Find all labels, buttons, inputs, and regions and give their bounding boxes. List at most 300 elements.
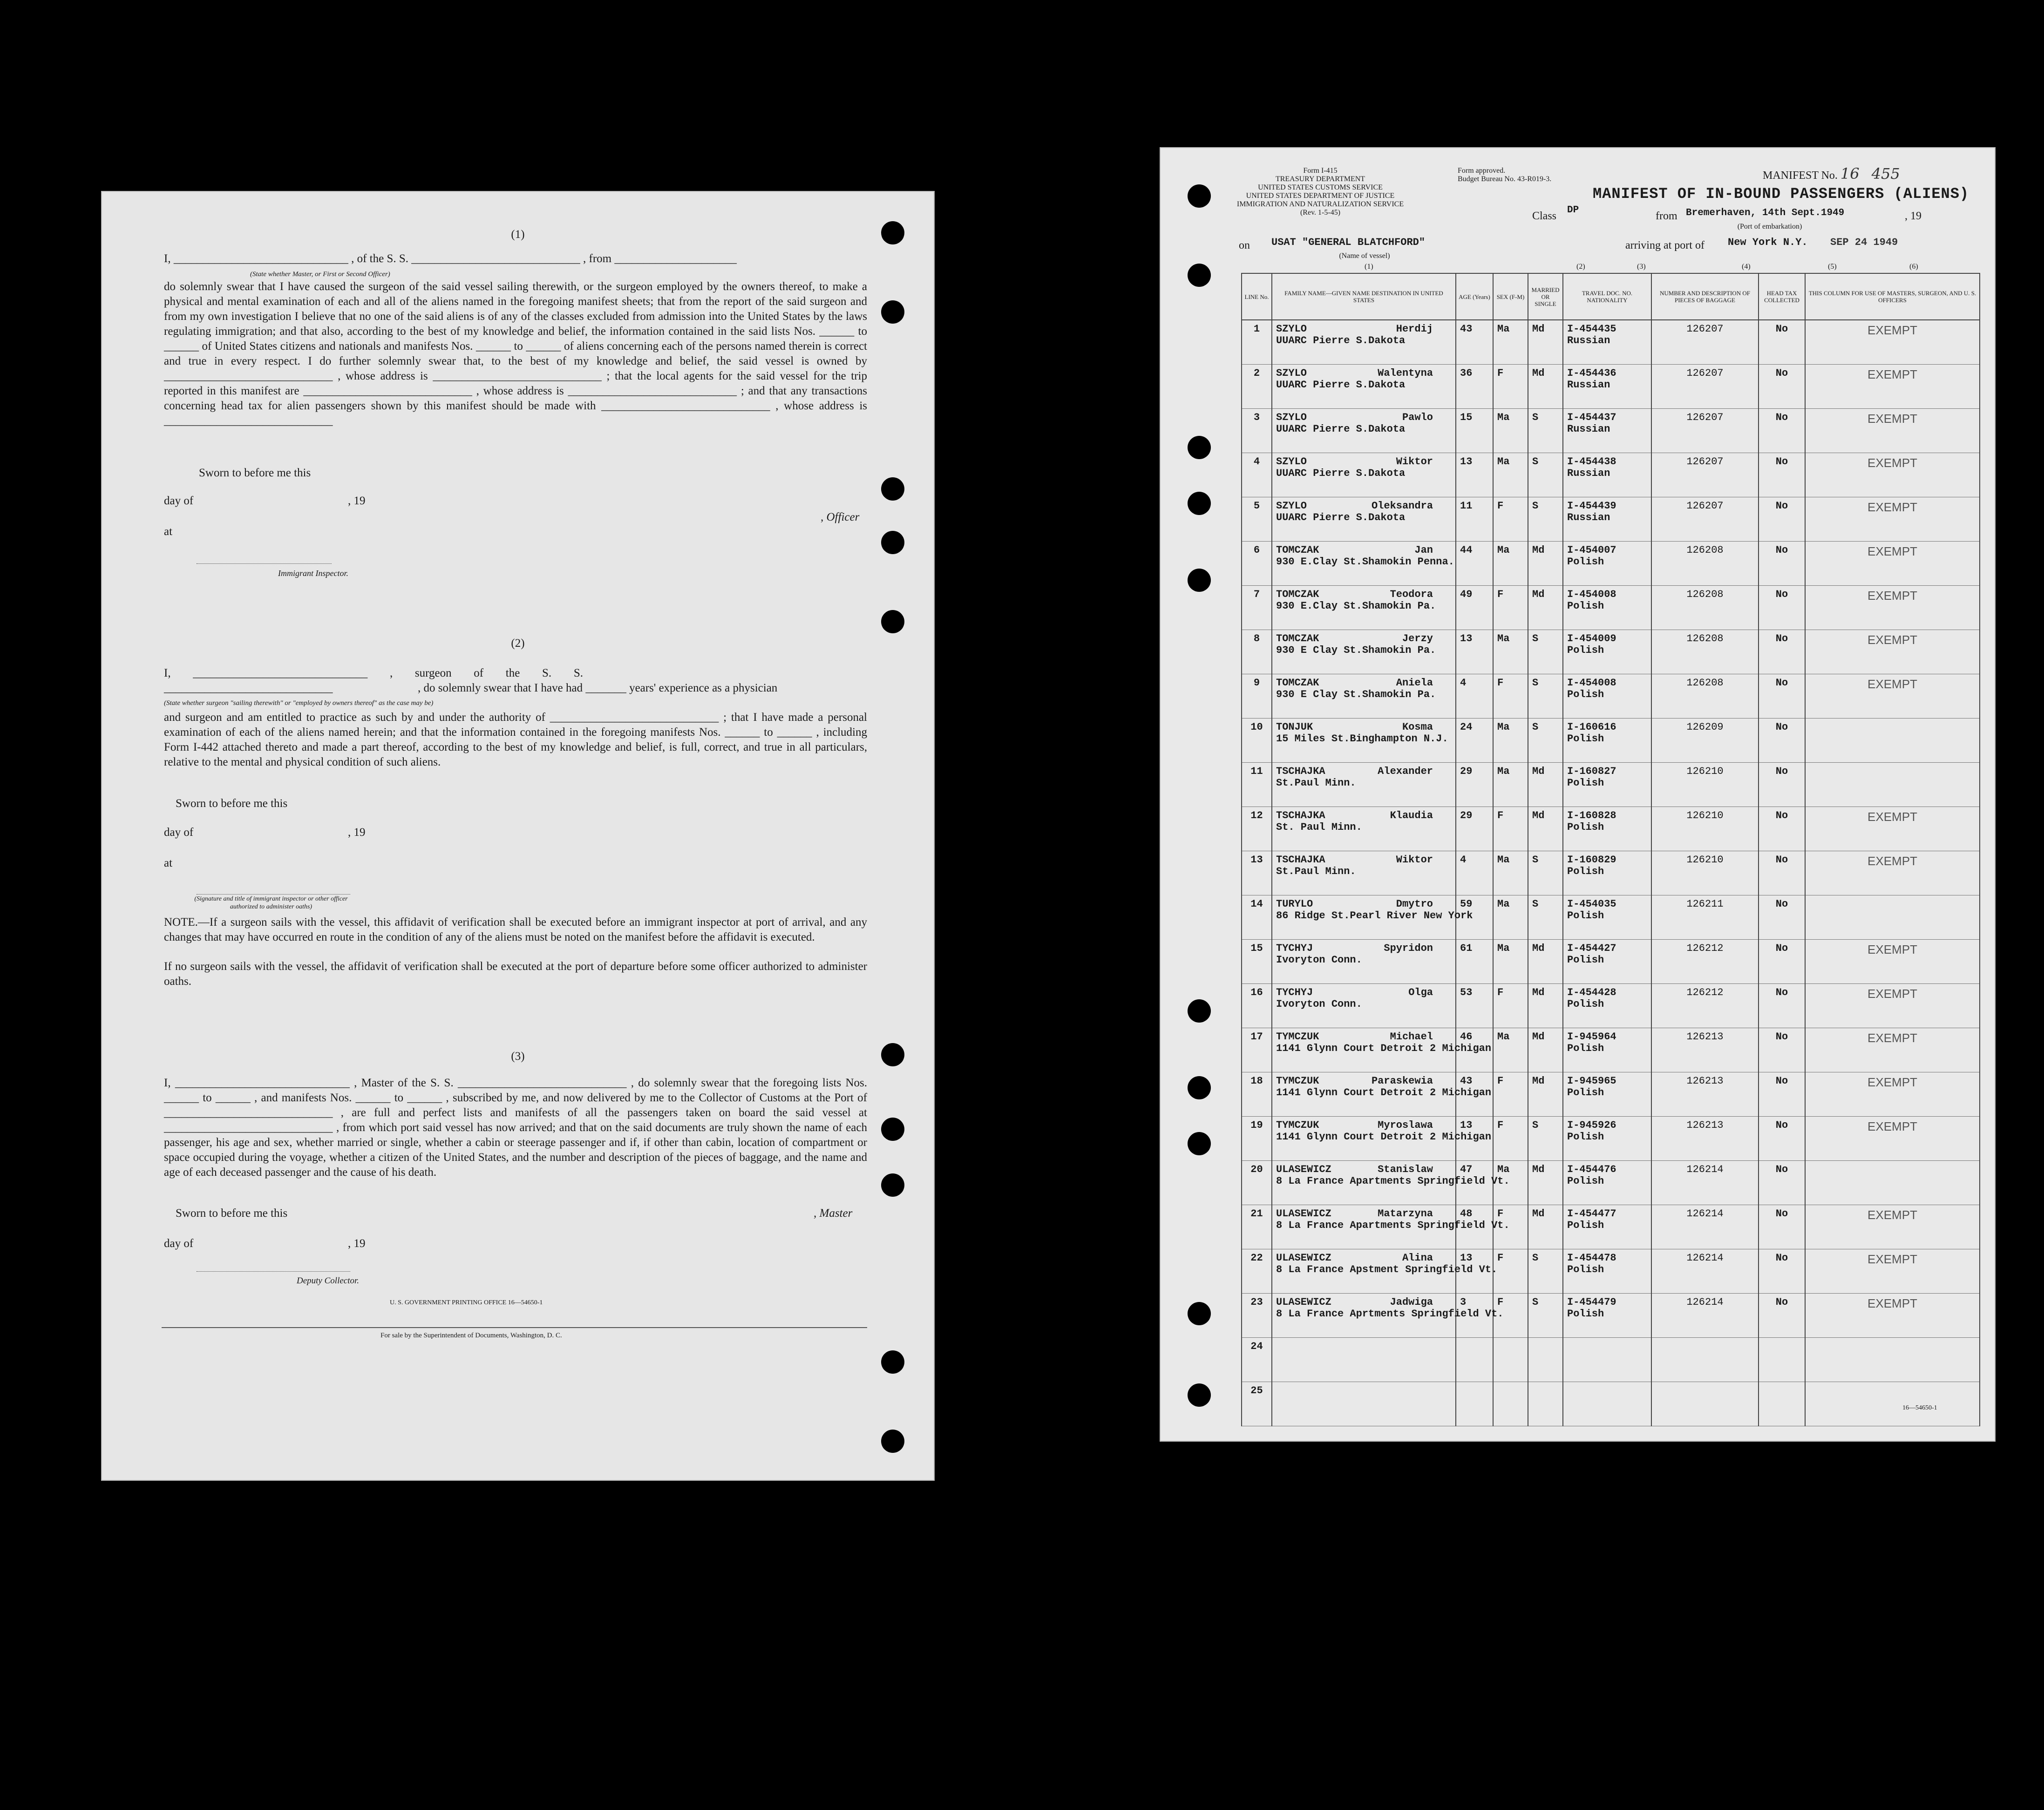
baggage-number: 126212 <box>1651 984 1759 1028</box>
marital-status: S <box>1528 1117 1563 1161</box>
age: 36 <box>1456 365 1493 409</box>
head-tax: No <box>1759 320 1805 365</box>
arriving-label: arriving at port of <box>1625 239 1704 251</box>
family-name: TYCHYJ <box>1276 987 1313 998</box>
baggage-number: 126214 <box>1651 1205 1759 1249</box>
manifest-no-handwritten: 455 <box>1871 165 1900 183</box>
line-number: 14 <box>1242 895 1272 940</box>
nationality: Polish <box>1567 1087 1604 1098</box>
travel-doc-cell <box>1563 630 1651 674</box>
age: 29 <box>1456 763 1493 807</box>
travel-doc-cell <box>1563 542 1651 586</box>
exempt-stamp: EXEMPT <box>1867 810 1917 824</box>
officer-notation <box>1805 1072 1980 1117</box>
head-tax: No <box>1759 940 1805 984</box>
travel-doc-cell <box>1563 1338 1651 1382</box>
officer-notation <box>1805 984 1980 1028</box>
footer-rule <box>162 1327 867 1328</box>
nationality: Polish <box>1567 1264 1604 1275</box>
family-name: TSCHAJKA <box>1276 766 1325 777</box>
baggage-number: 126212 <box>1651 940 1759 984</box>
family-name: TOMCZAK <box>1276 633 1319 644</box>
column-header-head-tax: HEAD TAX COLLECTED <box>1759 273 1805 320</box>
baggage-number: 126213 <box>1651 1028 1759 1072</box>
sex: Ma <box>1493 895 1528 940</box>
travel-doc-cell <box>1563 984 1651 1028</box>
passenger-name-cell <box>1272 851 1456 895</box>
baggage-number: 126210 <box>1651 807 1759 851</box>
passenger-name-cell <box>1272 763 1456 807</box>
destination: UUARC Pierre S.Dakota <box>1276 335 1406 346</box>
travel-doc-cell <box>1563 1382 1651 1426</box>
exempt-stamp: EXEMPT <box>1867 367 1917 381</box>
form-code: 16—54650-1 <box>1902 1404 1937 1411</box>
table-row <box>1242 895 1980 940</box>
table-row <box>1242 807 1980 851</box>
passenger-name-cell <box>1272 940 1456 984</box>
department: UNITED STATES DEPARTMENT OF JUSTICE <box>1246 192 1395 200</box>
destination: St. Paul Minn. <box>1276 821 1362 833</box>
line-number: 19 <box>1242 1117 1272 1161</box>
head-tax: No <box>1759 542 1805 586</box>
binder-hole <box>1188 264 1211 287</box>
officer-notation <box>1805 1161 1980 1205</box>
sex: Ma <box>1493 542 1528 586</box>
form-block <box>1234 167 1406 217</box>
baggage-number: 126214 <box>1651 1294 1759 1338</box>
manifest-page <box>1160 147 1996 1442</box>
sex: Ma <box>1493 940 1528 984</box>
manifest-number <box>1763 165 1900 183</box>
given-name: Alina <box>1402 1252 1433 1264</box>
column-number: (6) <box>1909 263 1918 271</box>
destination: 930 E.Clay St.Shamokin Pa. <box>1276 600 1436 612</box>
exempt-stamp: EXEMPT <box>1867 1208 1917 1222</box>
travel-doc-number: I-454428 <box>1567 987 1616 998</box>
binder-hole <box>881 1350 904 1374</box>
revision: (Rev. 1-5-45) <box>1300 209 1341 217</box>
baggage-number <box>1651 1338 1759 1382</box>
officer-notation <box>1805 453 1980 497</box>
family-name: TYMCZUK <box>1276 1031 1319 1043</box>
sex: Ma <box>1493 763 1528 807</box>
line-number: 24 <box>1242 1338 1272 1382</box>
binder-hole <box>881 1430 904 1453</box>
nationality: Russian <box>1567 335 1610 346</box>
officer-notation <box>1805 1249 1980 1294</box>
officer-notation <box>1805 851 1980 895</box>
line-number: 23 <box>1242 1294 1272 1338</box>
baggage-number: 126214 <box>1651 1161 1759 1205</box>
table-row <box>1242 1028 1980 1072</box>
nationality: Polish <box>1567 644 1604 656</box>
age: 24 <box>1456 719 1493 763</box>
nationality: Polish <box>1567 954 1604 966</box>
travel-doc-number: I-945965 <box>1567 1075 1616 1087</box>
binder-hole <box>1188 1302 1211 1325</box>
table-row <box>1242 1072 1980 1117</box>
sex: F <box>1493 365 1528 409</box>
table-row <box>1242 1249 1980 1294</box>
table-row <box>1242 984 1980 1028</box>
head-tax: No <box>1759 1028 1805 1072</box>
line-number: 17 <box>1242 1028 1272 1072</box>
head-tax: No <box>1759 365 1805 409</box>
officer-notation <box>1805 1294 1980 1338</box>
master-certificate-body: I, ______________________________ , Master of the S. S. _____________________________ , do solemnly swear that the foregoing lists Nos. ______ to ______ , and manifests Nos. ______ to ______ , subscribed by me, and now delivered by me to the Collector of Customs at the Port of _____________________________ , are full and perfect lists and manifests of all the passengers taken on board the said vessel at _____________________________ , from which port said vessel has now arrived; and that on the said documents are truly shown the name of each passenger, his age and sex, whether married or single, whether a cabin or steerage passenger and if, if other than cabin, location of compartment or space occupied during the voyage, whether a citizen of the United States, and the number and description of the pieces of baggage, and the name and age of each deceased passenger and the cause of his death. <box>164 1077 867 1179</box>
on-label: on <box>1239 239 1250 251</box>
age: 61 <box>1456 940 1493 984</box>
nationality: Polish <box>1567 689 1604 700</box>
travel-doc-cell <box>1563 763 1651 807</box>
travel-doc-number: I-454008 <box>1567 589 1616 600</box>
travel-doc-cell <box>1563 674 1651 719</box>
head-tax: No <box>1759 1161 1805 1205</box>
year-label: , 19 <box>1905 210 1922 222</box>
sex: F <box>1493 497 1528 542</box>
exempt-stamp: EXEMPT <box>1867 1296 1917 1310</box>
family-name: SZYLO <box>1276 412 1307 423</box>
head-tax: No <box>1759 1072 1805 1117</box>
table-row <box>1242 409 1980 453</box>
nationality: Polish <box>1567 1308 1604 1320</box>
marital-status: S <box>1528 630 1563 674</box>
baggage-number: 126207 <box>1651 409 1759 453</box>
destination: Ivoryton Conn. <box>1276 998 1362 1010</box>
line-number: 5 <box>1242 497 1272 542</box>
age: 43 <box>1456 1072 1493 1117</box>
destination: 930 E Clay St.Shamokin Pa. <box>1276 689 1436 700</box>
marital-status: S <box>1528 895 1563 940</box>
family-name: ULASEWICZ <box>1276 1164 1331 1175</box>
family-name: SZYLO <box>1276 456 1307 468</box>
given-name: Teodora <box>1390 589 1433 600</box>
sex: Ma <box>1493 409 1528 453</box>
field-note: (State whether surgeon "sailing therewith" or "employed by owners thereof" as the case may be) <box>164 699 434 707</box>
passenger-name-cell <box>1272 365 1456 409</box>
surgeon-oath-line-2: , do solemnly swear that I have had _______ years' experience as a physician <box>418 682 778 694</box>
age: 53 <box>1456 984 1493 1028</box>
line-number: 12 <box>1242 807 1272 851</box>
line-number: 10 <box>1242 719 1272 763</box>
form-number: Form I-415 <box>1303 167 1338 175</box>
nationality: Polish <box>1567 866 1604 877</box>
sex: F <box>1493 1249 1528 1294</box>
given-name: Alexander <box>1378 766 1433 777</box>
manifest-title: MANIFEST OF IN-BOUND PASSENGERS (ALIENS) <box>1593 185 1969 203</box>
baggage-number: 126214 <box>1651 1249 1759 1294</box>
age: 13 <box>1456 630 1493 674</box>
officer-notation <box>1805 1028 1980 1072</box>
nationality: Polish <box>1567 1220 1604 1231</box>
manifest-no-value: 16 <box>1840 165 1860 183</box>
day-of-label: day of <box>164 1237 194 1250</box>
nationality: Polish <box>1567 910 1604 922</box>
table-row <box>1242 1382 1980 1426</box>
officer-notation <box>1805 542 1980 586</box>
given-name: Kosma <box>1402 721 1433 733</box>
travel-doc-number: I-945926 <box>1567 1119 1616 1131</box>
sex: F <box>1493 984 1528 1028</box>
marital-status: S <box>1528 719 1563 763</box>
marital-status: Md <box>1528 763 1563 807</box>
section-number: (2) <box>511 637 525 650</box>
table-row <box>1242 674 1980 719</box>
given-name: Paraskewia <box>1371 1075 1433 1087</box>
sex: F <box>1493 1117 1528 1161</box>
table-row <box>1242 542 1980 586</box>
travel-doc-number: I-454479 <box>1567 1296 1616 1308</box>
line-number: 1 <box>1242 320 1272 365</box>
class-value: DP <box>1567 205 1579 216</box>
exempt-stamp: EXEMPT <box>1867 544 1917 558</box>
table-row <box>1242 497 1980 542</box>
destination: 86 Ridge St.Pearl River New York <box>1276 910 1473 922</box>
line-number: 25 <box>1242 1382 1272 1426</box>
marital-status: S <box>1528 409 1563 453</box>
for-sale-note: For sale by the Superintendent of Documents, Washington, D. C. <box>380 1332 562 1339</box>
passenger-name-cell <box>1272 1338 1456 1382</box>
passenger-name-cell <box>1272 453 1456 497</box>
line-number: 8 <box>1242 630 1272 674</box>
age: 59 <box>1456 895 1493 940</box>
destination: 1141 Glynn Court Detroit 2 Michigan <box>1276 1131 1492 1143</box>
given-name: Herdij <box>1396 323 1433 335</box>
given-name: Jan <box>1414 544 1433 556</box>
sworn-label: Sworn to before me this <box>199 467 311 479</box>
given-name: Pawlo <box>1402 412 1433 423</box>
section-number: (3) <box>511 1050 525 1063</box>
master-oath-line: I, ______________________________ , of the S. S. _____________________________ , from _____________________ <box>164 252 737 265</box>
head-tax <box>1759 1338 1805 1382</box>
binder-hole <box>881 477 904 501</box>
approval-line: Form approved. <box>1458 167 1506 175</box>
destination: 930 E Clay St.Shamokin Pa. <box>1276 644 1436 656</box>
column-number: (2) <box>1576 263 1585 271</box>
table-row <box>1242 1205 1980 1249</box>
column-header-travel-doc: TRAVEL DOC. NO. NATIONALITY <box>1563 273 1651 320</box>
signature-line <box>197 1271 350 1272</box>
sex: Ma <box>1493 320 1528 365</box>
column-header-line-no: LINE No. <box>1242 273 1272 320</box>
travel-doc-cell <box>1563 940 1651 984</box>
head-tax: No <box>1759 630 1805 674</box>
travel-doc-cell <box>1563 1205 1651 1249</box>
immigrant-inspector-label: Immigrant Inspector. <box>278 569 348 578</box>
travel-doc-cell <box>1563 320 1651 365</box>
binder-hole <box>881 1173 904 1197</box>
officer-notation <box>1805 320 1980 365</box>
travel-doc-cell <box>1563 1161 1651 1205</box>
sex: F <box>1493 1072 1528 1117</box>
inspector-signature-note: (Signature and title of immigrant inspector or other officer authorized to administer oaths) <box>194 895 348 910</box>
age <box>1456 1338 1493 1382</box>
port-of-embarkation: Bremerhaven, 14th Sept.1949 <box>1686 208 1845 218</box>
officer-notation <box>1805 763 1980 807</box>
line-number: 18 <box>1242 1072 1272 1117</box>
line-number: 9 <box>1242 674 1272 719</box>
given-name: Michael <box>1390 1031 1433 1043</box>
passenger-name-cell <box>1272 497 1456 542</box>
master-oath-body: do solemnly swear that I have caused the surgeon of the said vessel sailing therewith, or the surgeon employed by the owners thereof, to make a physical and mental examination of each and all of the aliens named in the foregoing manifest sheets; that from the report of the said surgeon and from my own investigation I believe that no one of the said aliens is of any of the classes excluded from admission into the United States by the laws regulating immigration; and that also, according to the best of my knowledge and belief, the information contained in the said lists Nos. ______ to ______ of United States citizens and nationals and manifests Nos. ______ to ______ of aliens concerning each of the persons named therein is correct and true in every respect. I do further solemnly swear that, to the best of my knowledge and belief, the said vessel is owned by _____________________________ , whose address is _____________________________ ; that the local agents for the said vessel for the trip reported in this manifest are _____________________________ , whose address is _____________________________ ; and that any transactions concerning head tax for alien passengers shown by this manifest should be made with _____________________________ , whose address is _____________________________ <box>164 280 867 427</box>
given-name: Stanislaw <box>1378 1164 1433 1175</box>
line-number: 20 <box>1242 1161 1272 1205</box>
nationality: Polish <box>1567 600 1604 612</box>
age: 47 <box>1456 1161 1493 1205</box>
travel-doc-number: I-454477 <box>1567 1208 1616 1220</box>
age: 29 <box>1456 807 1493 851</box>
head-tax: No <box>1759 409 1805 453</box>
master-label: , Master <box>814 1207 853 1220</box>
officer-notation <box>1805 1205 1980 1249</box>
marital-status: S <box>1528 674 1563 719</box>
table-row <box>1242 763 1980 807</box>
travel-doc-number: I-454427 <box>1567 942 1616 954</box>
family-name: ULASEWICZ <box>1276 1208 1331 1220</box>
marital-status: Md <box>1528 542 1563 586</box>
travel-doc-number: I-454438 <box>1567 456 1616 468</box>
family-name: TSCHAJKA <box>1276 854 1325 866</box>
year-label: , 19 <box>348 495 366 507</box>
baggage-number: 126208 <box>1651 674 1759 719</box>
exempt-stamp: EXEMPT <box>1867 589 1917 603</box>
travel-doc-cell <box>1563 1249 1651 1294</box>
destination: Ivoryton Conn. <box>1276 954 1362 966</box>
line-number: 21 <box>1242 1205 1272 1249</box>
sex <box>1493 1338 1528 1382</box>
table-row <box>1242 1294 1980 1338</box>
age: 4 <box>1456 851 1493 895</box>
marital-status: Md <box>1528 320 1563 365</box>
service: IMMIGRATION AND NATURALIZATION SERVICE <box>1236 200 1404 208</box>
at-label: at <box>164 857 173 869</box>
binder-hole <box>881 300 904 324</box>
head-tax: No <box>1759 586 1805 630</box>
nationality: Russian <box>1567 512 1610 523</box>
passenger-name-cell <box>1272 1294 1504 1338</box>
line-number: 13 <box>1242 851 1272 895</box>
given-name: Olga <box>1408 987 1433 998</box>
exempt-stamp: EXEMPT <box>1867 1075 1917 1089</box>
sex: Ma <box>1493 1161 1528 1205</box>
table-row <box>1242 851 1980 895</box>
travel-doc-cell <box>1563 895 1651 940</box>
head-tax: No <box>1759 1249 1805 1294</box>
officer-notation <box>1805 1117 1980 1161</box>
destination: 930 E.Clay St.Shamokin Penna. <box>1276 556 1454 568</box>
destination: St.Paul Minn. <box>1276 777 1356 789</box>
column-header-baggage: NUMBER AND DESCRIPTION OF PIECES OF BAGGAGE <box>1651 273 1759 320</box>
sex: Ma <box>1493 453 1528 497</box>
destination: 1141 Glynn Court Detroit 2 Michigan <box>1276 1043 1492 1054</box>
passenger-name-cell <box>1272 320 1456 365</box>
baggage-number: 126208 <box>1651 542 1759 586</box>
table-row <box>1242 719 1980 763</box>
baggage-number: 126213 <box>1651 1072 1759 1117</box>
nationality: Polish <box>1567 733 1604 745</box>
nationality: Polish <box>1567 821 1604 833</box>
head-tax: No <box>1759 719 1805 763</box>
given-name: Oleksandra <box>1371 500 1433 512</box>
exempt-stamp: EXEMPT <box>1867 942 1917 956</box>
travel-doc-number: I-454435 <box>1567 323 1616 335</box>
exempt-stamp: EXEMPT <box>1867 412 1917 426</box>
head-tax: No <box>1759 984 1805 1028</box>
officer-notation <box>1805 940 1980 984</box>
travel-doc-cell <box>1563 1294 1651 1338</box>
destination: UUARC Pierre S.Dakota <box>1276 468 1406 479</box>
marital-status <box>1528 1382 1563 1426</box>
marital-status: Md <box>1528 807 1563 851</box>
exempt-stamp: EXEMPT <box>1867 854 1917 868</box>
marital-status: S <box>1528 453 1563 497</box>
destination: UUARC Pierre S.Dakota <box>1276 379 1406 391</box>
baggage-number <box>1651 1382 1759 1426</box>
line-number: 6 <box>1242 542 1272 586</box>
passenger-name-cell <box>1272 984 1456 1028</box>
exempt-stamp: EXEMPT <box>1867 1031 1917 1045</box>
baggage-number: 126210 <box>1651 763 1759 807</box>
table-row <box>1242 630 1980 674</box>
family-name: TSCHAJKA <box>1276 810 1325 821</box>
given-name: Matarzyna <box>1378 1208 1433 1220</box>
head-tax: No <box>1759 497 1805 542</box>
note-no-surgeon: If no surgeon sails with the vessel, the affidavit of verification shall be executed at the port of departure before some officer authorized to administer oaths. <box>164 960 867 988</box>
line-number: 11 <box>1242 763 1272 807</box>
head-tax: No <box>1759 763 1805 807</box>
baggage-number: 126211 <box>1651 895 1759 940</box>
marital-status: Md <box>1528 1028 1563 1072</box>
travel-doc-number: I-454007 <box>1567 544 1616 556</box>
nationality: Polish <box>1567 556 1604 568</box>
baggage-number: 126207 <box>1651 453 1759 497</box>
sex: F <box>1493 1205 1528 1249</box>
manifest-no-label: MANIFEST No. <box>1763 169 1838 182</box>
given-name: Wiktor <box>1396 854 1433 866</box>
year-label: , 19 <box>348 826 366 839</box>
binder-hole <box>1188 1076 1211 1099</box>
table-row <box>1242 586 1980 630</box>
travel-doc-number: I-454437 <box>1567 412 1616 423</box>
baggage-number: 126208 <box>1651 586 1759 630</box>
family-name: SZYLO <box>1276 500 1307 512</box>
head-tax: No <box>1759 674 1805 719</box>
head-tax: No <box>1759 453 1805 497</box>
approval-line: Budget Bureau No. 43-R019-3. <box>1458 175 1552 183</box>
table-row <box>1242 940 1980 984</box>
marital-status: S <box>1528 497 1563 542</box>
travel-doc-cell <box>1563 851 1651 895</box>
passenger-name-cell <box>1272 409 1456 453</box>
department: TREASURY DEPARTMENT <box>1275 175 1365 183</box>
sex: F <box>1493 586 1528 630</box>
travel-doc-number: I-454008 <box>1567 677 1616 689</box>
exempt-stamp: EXEMPT <box>1867 456 1917 470</box>
binder-hole <box>1188 1383 1211 1407</box>
officer-label: , Officer <box>821 511 860 523</box>
exempt-stamp: EXEMPT <box>1867 633 1917 647</box>
officer-notation <box>1805 365 1980 409</box>
baggage-number: 126213 <box>1651 1117 1759 1161</box>
line-number: 16 <box>1242 984 1272 1028</box>
marital-status <box>1528 1338 1563 1382</box>
officer-notation <box>1805 1382 1980 1426</box>
print-office-note: U. S. GOVERNMENT PRINTING OFFICE 16—54650-1 <box>390 1299 543 1306</box>
line-number: 15 <box>1242 940 1272 984</box>
baggage-number: 126207 <box>1651 497 1759 542</box>
binder-hole <box>881 1118 904 1141</box>
exempt-stamp: EXEMPT <box>1867 323 1917 337</box>
